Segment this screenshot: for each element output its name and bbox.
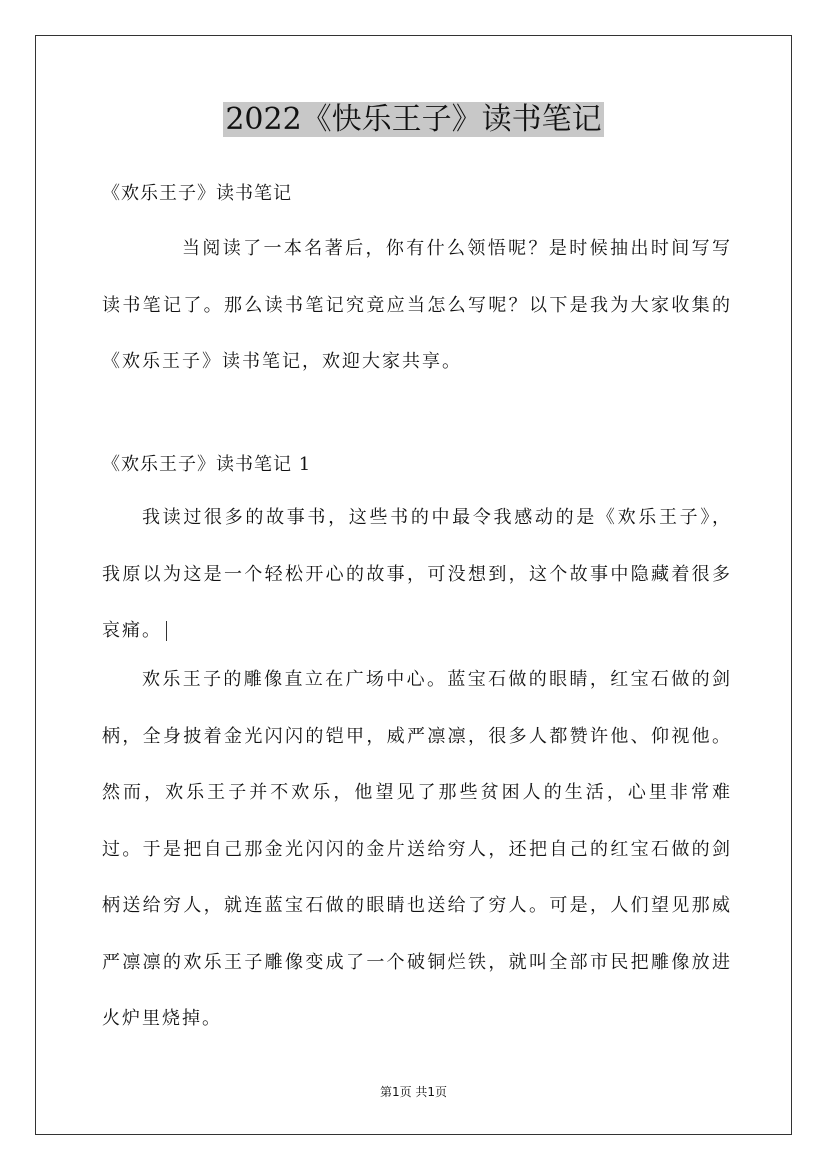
document-title — [0, 100, 827, 140]
paragraph-1 — [102, 490, 732, 660]
page-footer: 第1页 共1页 — [379, 1085, 448, 1099]
text-cursor — [166, 621, 167, 641]
subtitle-2: 《欢乐王子》读书笔记 1 — [102, 454, 312, 475]
intro-paragraph: 当阅读了一本名著后，你有什么领悟呢？是时候抽出时间写写读书笔记了。那么读书笔记究竟应当怎么写呢？以下是我为大家收集的《欢乐王子》读书笔记，欢迎大家共享。 — [102, 238, 732, 372]
paragraph-1-text: 我读过很多的故事书，这些书的中最令我感动的是《欢乐王子》，我原以为这是一个轻松开心的故事，可没想到，这个故事中隐藏着很多哀痛。 — [102, 507, 732, 641]
subtitle-1: 《欢乐王子》读书笔记 — [102, 183, 292, 204]
title-text: 2022《快乐王子》读书笔记 — [225, 102, 602, 137]
paragraph-2: 欢乐王子的雕像直立在广场中心。蓝宝石做的眼睛，红宝石做的剑柄，全身披着金光闪闪的铠甲，威严凛凛，很多人都赞许他、仰视他。然而，欢乐王子并不欢乐，他望见了那些贫困人的生活，心里非常难过。于是把自己那金光闪闪的金片送给穷人，还把自己的红宝石做的剑柄送给穷人，就连蓝宝石做的眼睛也送给了穷人。可是，人们望见那威严凛凛的欢乐王子雕像变成了一个破铜烂铁，就叫全部市民把雕像放进火炉里烧掉。 — [102, 669, 732, 1029]
